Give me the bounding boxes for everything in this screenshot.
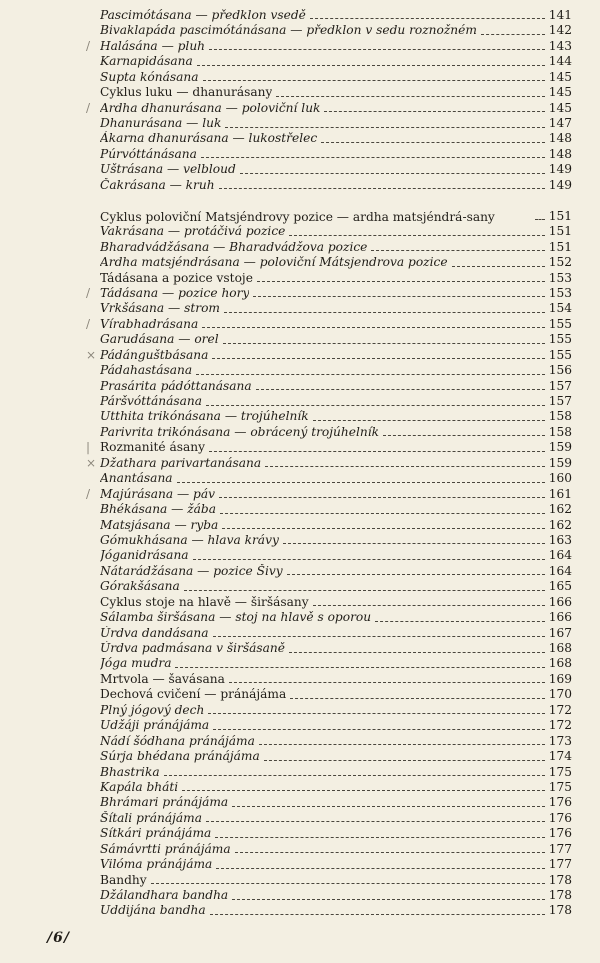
toc-entry [100,85,572,100]
toc-entry [100,8,572,23]
toc-entry-title: Rozmanité ásany [100,440,206,455]
margin-mark: / [86,486,91,501]
toc-entry-title: Parivrita trikónásana — obrácený trojúhelník [100,424,379,439]
dot-leader [222,528,544,529]
toc-entry [100,811,572,826]
toc-entry-title: Úrdva padmásana v širšásaně [100,641,285,656]
toc-entry-page: 172 [548,702,572,717]
toc-entry [86,316,572,332]
toc-entry-title: Ákarna dhanurásana — lukostřelec [100,131,318,146]
margin-mark: | [86,440,91,455]
toc-entry-page: 141 [548,7,572,22]
toc-entry-title: Cyklus luku — dhanurásany [100,85,273,100]
toc-entry-title: Prasárita pádóttanásana [100,378,252,393]
toc-entry-page: 166 [548,594,572,609]
margin-mark: × [86,455,97,470]
toc-entry-title: Vilóma pránájáma [100,857,213,872]
dot-leader [253,296,544,297]
dot-leader [375,621,545,622]
toc-entry-page: 164 [548,563,572,578]
margin-mark: / [86,100,91,115]
toc-entry-title: Šítali pránájáma [100,810,202,825]
toc-entry-page: 158 [548,409,572,424]
toc-entry-title: Cyklus stoje na hlavě — širšásany [100,594,309,609]
toc-entry [86,347,572,363]
dot-leader [289,652,545,653]
toc-entry [100,379,572,394]
toc-entry [100,116,572,131]
toc-entry [100,749,572,764]
toc-entry-page: 153 [548,285,572,300]
toc-entry-page: 163 [548,532,572,547]
toc-entry-title: Garudásana — orel [100,332,219,347]
toc-entry-page: 155 [548,332,572,347]
toc-entry-page: 162 [548,502,572,517]
toc-entry-page: 151 [548,224,572,239]
toc-entry-page: 177 [548,841,572,856]
table-of-contents [86,7,572,919]
toc-entry-page: 151 [548,208,572,223]
toc-entry-title: Páršvóttánásana [100,394,203,409]
toc-entry-page: 143 [548,38,572,53]
dot-leader [212,358,544,359]
toc-entry-page: 148 [548,146,572,161]
toc-entry-page: 170 [548,687,572,702]
toc-entry [100,425,572,440]
dot-leader [216,868,544,869]
toc-entry-title: Vakrásana — protáčivá pozice [100,224,286,239]
dot-leader [175,667,544,668]
toc-entry-page: 145 [548,100,572,115]
dot-leader [220,513,545,514]
toc-entry-page: 155 [548,347,572,362]
dot-leader [289,235,544,236]
toc-entry-page: 149 [548,162,572,177]
toc-entry-title: Bhékásana — žába [100,502,216,517]
toc-entry-title: Kapála bháti [100,779,179,794]
dot-leader [229,682,545,683]
toc-entry-title: Halásána — pluh [100,38,206,53]
toc-entry-page: 177 [548,857,572,872]
toc-entry [100,595,572,610]
margin-mark: / [86,38,91,53]
toc-entry [100,147,572,162]
toc-entry [100,332,572,347]
toc-entry-page: 154 [548,301,572,316]
dot-leader [208,713,544,714]
toc-entry [100,548,572,563]
toc-entry-page: 153 [548,270,572,285]
toc-entry [100,533,572,548]
toc-entry [100,780,572,795]
toc-entry-title: Udžáji pránájáma [100,718,210,733]
toc-entry-title: Ardha dhanurásana — poloviční luk [100,100,321,115]
margin-mark: / [86,316,91,331]
toc-entry-page: 158 [548,424,572,439]
dot-leader [209,49,545,50]
toc-entry [100,842,572,857]
toc-entry-page: 159 [548,455,572,470]
toc-entry-title: Anantásana [100,471,173,486]
toc-entry-page: 160 [548,471,572,486]
dot-leader [202,327,544,328]
dot-leader [276,96,544,97]
toc-entry [86,100,572,116]
toc-entry-title: Górakšásana [100,579,180,594]
toc-entry-page: 176 [548,810,572,825]
dot-leader [313,420,545,421]
toc-entry-page: 172 [548,718,572,733]
toc-entry-title: Pádánguštbásana [100,347,209,362]
toc-entry-page: 178 [548,872,572,887]
toc-entry-title: Tádásana — pozice hory [100,285,250,300]
toc-entry-title: Džálandhara bandha [100,888,229,903]
toc-entry-title: Sítkári pránájáma [100,826,212,841]
toc-entry [100,70,572,85]
toc-entry-page: 173 [548,733,572,748]
toc-entry-title: Bandhy [100,872,147,887]
toc-entry [100,904,572,919]
toc-entry-title: Pádahastásana [100,363,193,378]
toc-entry [100,888,572,903]
toc-entry [100,687,572,702]
toc-entry [100,579,572,594]
dot-leader [209,451,545,452]
margin-mark: × [86,347,97,362]
toc-entry-page: 162 [548,517,572,532]
toc-entry-title: Sámávrtti pránájáma [100,841,231,856]
toc-entry-page: 168 [548,641,572,656]
dot-leader [324,111,544,112]
dot-leader [290,698,545,699]
dot-leader [164,775,545,776]
toc-entry [100,672,572,687]
toc-entry-title: Uštrásana — velbloud [100,162,236,177]
toc-entry [86,455,572,471]
toc-entry-page: 161 [548,486,572,501]
dot-leader [219,497,545,498]
toc-entry-title: Plný jógový dech [100,702,205,717]
toc-entry-title: Cyklus poloviční Matsjéndrovy pozice — ardha matsjéndrá-sany [100,210,495,225]
toc-entry-page: 175 [548,764,572,779]
toc-entry [100,857,572,872]
toc-entry-title: Bharadvádžásana — Bharadvádžova pozice [100,239,368,254]
toc-entry [100,132,572,147]
toc-entry [100,657,572,672]
toc-entry-title: Mrtvola — šavásana [100,671,225,686]
toc-entry-title: Tádásana a pozice vstoje [100,270,253,285]
dot-leader [321,142,545,143]
toc-entry-page: 169 [548,671,572,686]
toc-entry [100,240,572,255]
toc-entry-title: Nádí šódhana pránájáma [100,733,255,748]
dot-leader [197,65,545,66]
toc-entry-title: Bhastrika [100,764,160,779]
dot-leader [193,559,545,560]
toc-entry-title: Čakrásana — kruh [100,177,215,192]
toc-entry [100,224,572,239]
page-number-folio: /6/ [47,930,70,946]
toc-entry [100,826,572,841]
toc-entry [100,734,572,749]
toc-entry-page: 145 [548,69,572,84]
toc-entry-page: 156 [548,363,572,378]
toc-entry-title: Jóganidrásana [100,548,189,563]
dot-leader [184,590,545,591]
dot-leader [223,343,545,344]
dot-leader [232,806,545,807]
toc-entry-title: Utthita trikónásana — trojúhelník [100,409,309,424]
toc-entry [86,285,572,301]
dot-leader [310,18,545,19]
toc-entry-title: Súrja bhédana pránájáma [100,749,260,764]
dot-leader [371,250,544,251]
toc-entry-page: 175 [548,779,572,794]
toc-entry [100,301,572,316]
toc-entry-page: 155 [548,316,572,331]
dot-leader [452,266,545,267]
toc-entry [86,486,572,502]
dot-leader [151,883,545,884]
toc-entry [100,873,572,888]
toc-entry [100,564,572,579]
toc-entry [100,703,572,718]
toc-entry-title: Majúrásana — páv [100,486,215,501]
toc-entry-title: Matsjásana — ryba [100,517,219,532]
toc-entry-title: Džathara parivartanásana [100,455,262,470]
toc-entry-page: 176 [548,795,572,810]
toc-entry-page: 167 [548,625,572,640]
dot-leader [535,219,545,220]
dot-leader [383,435,545,436]
toc-entry-title: Gómukhásana — hlava krávy [100,532,279,547]
dot-leader [196,374,545,375]
toc-entry-page: 165 [548,579,572,594]
toc-entry-page: 144 [548,54,572,69]
toc-entry-page: 149 [548,177,572,192]
dot-leader [264,760,545,761]
dot-leader [213,729,545,730]
toc-entry-title: Ardha matsjéndrásana — poloviční Mátsjendrova pozice [100,255,448,270]
toc-entry-page: 148 [548,131,572,146]
toc-entry [100,363,572,378]
toc-entry [100,641,572,656]
toc-entry-page: 157 [548,378,572,393]
toc-entry [100,162,572,177]
toc-entry-title: Vrkšásana — strom [100,301,220,316]
toc-entry-page: 152 [548,255,572,270]
toc-entry-title: Dhanurásana — luk [100,116,222,131]
dot-leader [235,852,545,853]
dot-leader [210,914,545,915]
toc-entry [100,255,572,270]
toc-entry-page: 176 [548,826,572,841]
dot-leader [313,605,545,606]
toc-entry-title: Púrvóttánásana [100,146,197,161]
toc-entry [86,38,572,54]
toc-entry [100,471,572,486]
dot-leader [481,34,545,35]
toc-entry-page: 168 [548,656,572,671]
toc-entry [100,718,572,733]
toc-entry-page: 164 [548,548,572,563]
toc-entry-page: 174 [548,749,572,764]
toc-entry-title: Supta kónásana [100,69,199,84]
dot-leader [219,188,545,189]
dot-leader [256,389,545,390]
toc-entry-page: 178 [548,888,572,903]
margin-mark: / [86,286,91,300]
toc-entry-title: Pascimótásana — předklon vsedě [100,7,306,22]
toc-entry [100,54,572,69]
dot-leader [182,790,545,791]
dot-leader [206,405,545,406]
toc-entry [100,518,572,533]
toc-entry [100,410,572,425]
dot-leader [225,127,544,128]
dot-leader [259,744,545,745]
toc-entry-title: Sálamba širšásana — stoj na hlavě s oporou [100,610,372,625]
dot-leader [265,466,545,467]
toc-entry-title: Úrdva dandásana [100,625,209,640]
toc-entry [100,626,572,641]
toc-entry-title: Uddijána bandha [100,903,206,918]
toc-entry-page: 166 [548,610,572,625]
toc-entry [100,610,572,625]
toc-entry-title: Bivaklapáda pascimótánásana — předklon v sedu roznožném [100,23,477,38]
toc-entry [100,178,572,193]
dot-leader [177,482,545,483]
dot-leader [287,574,545,575]
toc-entry [100,271,572,286]
toc-entry-title: Nátarádžásana — pozice Šivy [100,563,283,578]
toc-entry-page: 145 [548,85,572,100]
toc-entry-title: Dechová cvičení — pránájáma [100,687,287,702]
toc-entry [100,23,572,38]
toc-entry-page: 178 [548,903,572,918]
dot-leader [232,899,545,900]
toc-entry [100,795,572,810]
toc-entry-page: 142 [548,23,572,38]
toc-entry [100,765,572,780]
toc-entry [100,394,572,409]
toc-entry-page: 147 [548,116,572,131]
dot-leader [213,636,545,637]
dot-leader [201,157,545,158]
dot-leader [224,312,545,313]
toc-entry-page: 157 [548,394,572,409]
dot-leader [257,281,545,282]
toc-entry-page: 151 [548,239,572,254]
dot-leader [206,821,545,822]
toc-entry-page: 159 [548,440,572,455]
toc-entry-title: Jóga mudra [100,656,172,671]
dot-leader [215,837,544,838]
dot-leader [283,543,545,544]
toc-entry-title: Bhrámari pránájáma [100,795,229,810]
toc-entry-title: Vírabhadrásana [100,316,199,331]
toc-entry [86,440,572,455]
dot-leader [203,80,545,81]
toc-entry-title: Karnapidásana [100,54,193,69]
toc-entry [100,193,572,224]
toc-entry [100,502,572,517]
dot-leader [240,173,545,174]
